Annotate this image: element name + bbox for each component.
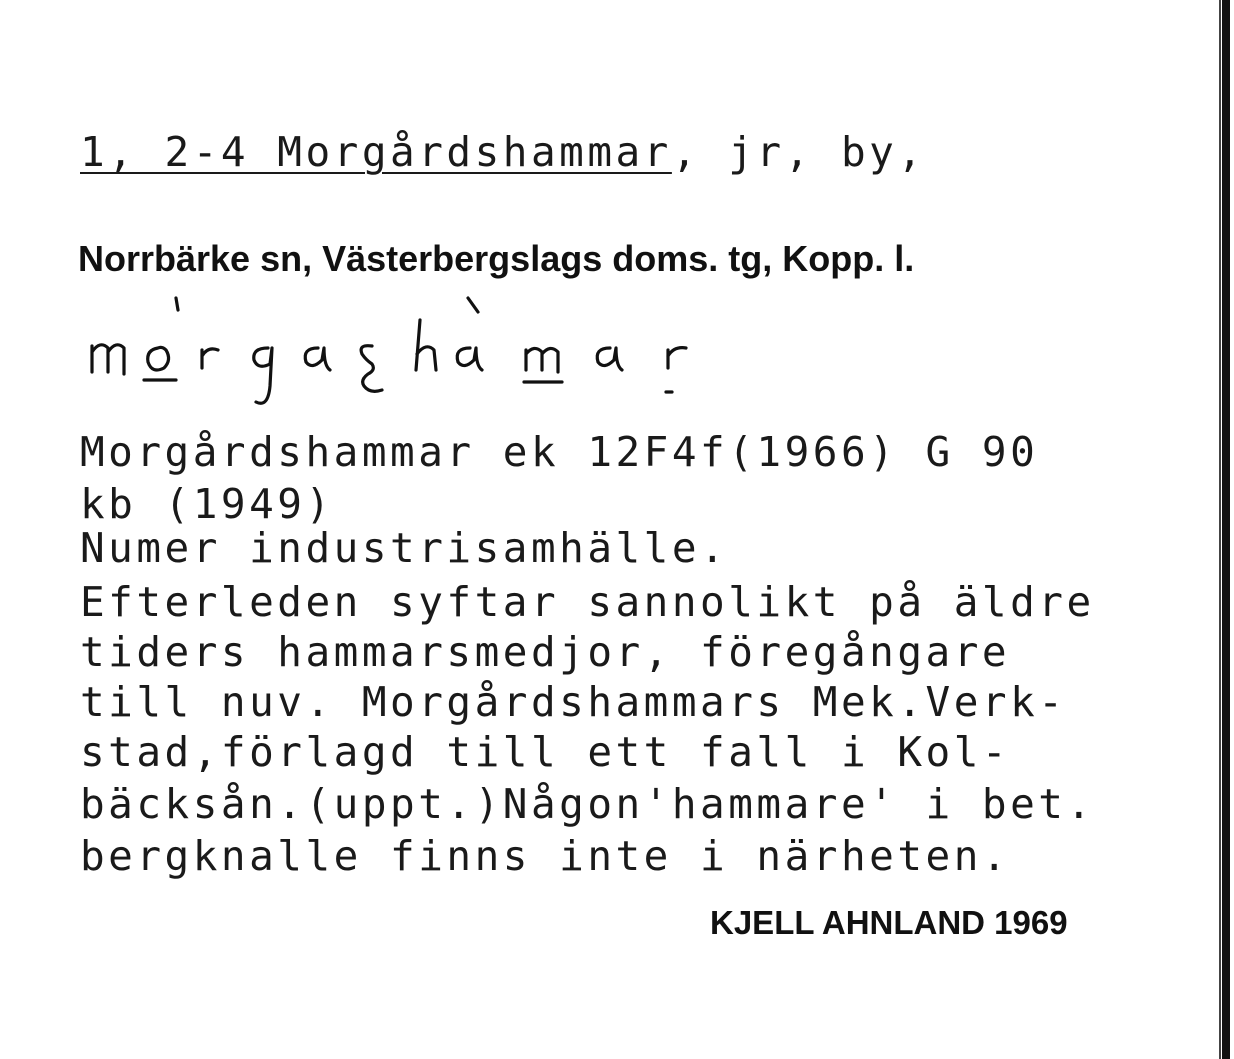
body-line-7: stad,förlagd till ett fall i Kol- (80, 728, 1011, 776)
handwritten-pronunciation (80, 290, 720, 420)
card-heading (80, 128, 926, 176)
body-line-6: till nuv. Morgårdshammars Mek.Verk- (80, 678, 1067, 726)
body-line-9: bergknalle finns inte i närheten. (80, 832, 1011, 880)
signature: KJELL AHNLAND 1969 (710, 904, 1068, 941)
body-line-2: kb (1949) (80, 480, 334, 528)
body-line-4: Efterleden syftar sannolikt på äldre (80, 578, 1095, 626)
heading-classification: , jr, by, (671, 128, 926, 176)
body-line-8: bäcksån.(uppt.)Någon'hammare' i bet. (80, 780, 1095, 828)
card-edge-thin (1219, 0, 1221, 1059)
body-line-3: Numer industrisamhälle. (80, 524, 729, 572)
body-line-1: Morgårdshammar ek 12F4f(1966) G 90 (80, 428, 1039, 476)
heading-reference: 1, 2-4 Morgårdshammar (80, 128, 672, 176)
location-line: Norrbärke sn, Västerbergslags doms. tg, Kopp. l. (78, 238, 915, 279)
card-edge (1222, 0, 1230, 1059)
body-line-5: tiders hammarsmedjor, föregångare (80, 628, 1011, 676)
pronunciation-text: mŏrgaʂhàmar (80, 290, 86, 291)
